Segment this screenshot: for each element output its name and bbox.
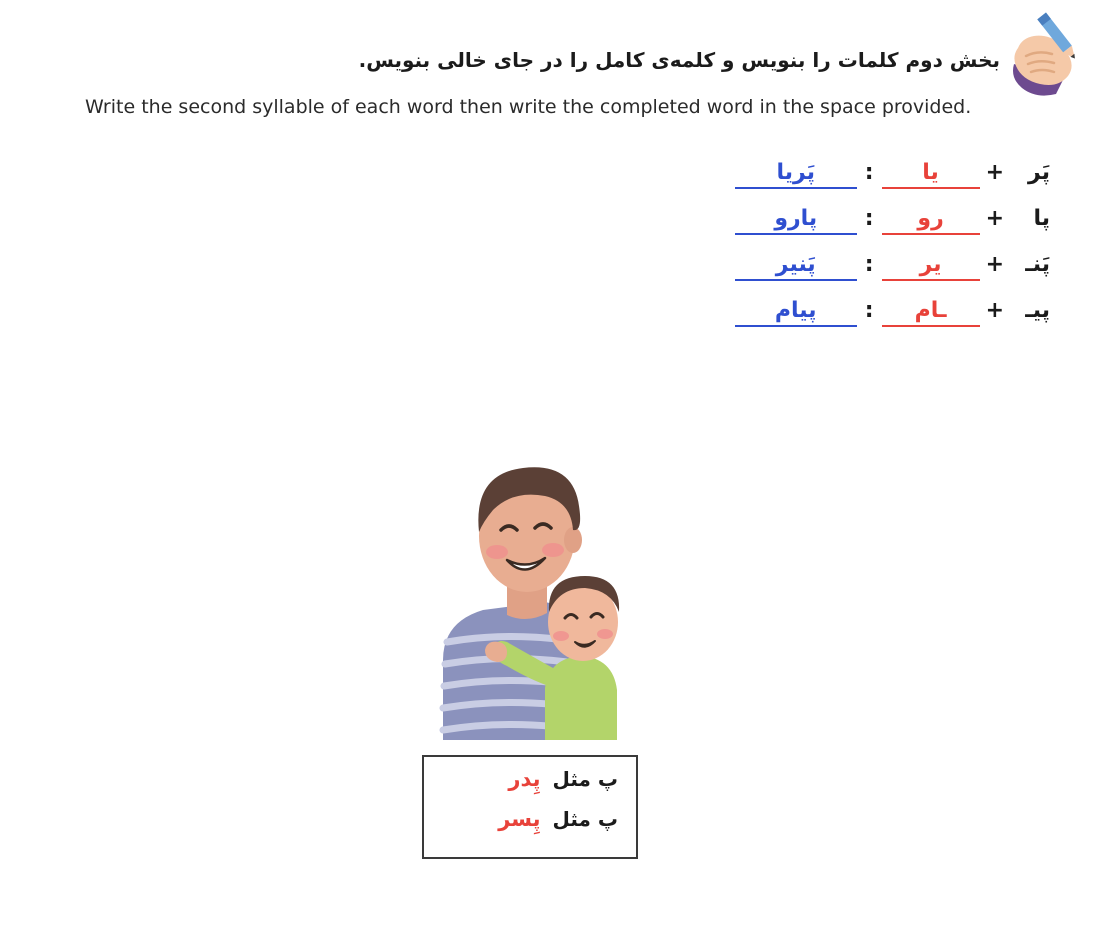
exercise-row [580, 298, 1050, 344]
syllable-second-answer[interactable]: ـام [882, 298, 980, 327]
completed-word-answer[interactable]: پیام [735, 298, 857, 327]
colon-separator: : [864, 160, 874, 185]
example-box [422, 755, 638, 859]
example-line [442, 767, 618, 807]
exercise-row [580, 206, 1050, 252]
example-label: پ مثل [552, 807, 618, 831]
syllable-second-answer[interactable]: یر [882, 252, 980, 281]
colon-separator: : [864, 206, 874, 231]
syllable-first: پَر [1028, 160, 1050, 185]
exercise-row [580, 160, 1050, 206]
plus-sign: + [985, 206, 1004, 231]
colon-separator: : [864, 298, 874, 323]
plus-sign: + [985, 298, 1004, 323]
syllable-second-answer[interactable]: یا [882, 160, 980, 189]
example-word: پِدر [508, 767, 541, 791]
syllable-first: پا [1033, 206, 1050, 231]
completed-word-answer[interactable]: پارو [735, 206, 857, 235]
syllable-first: پیـ [1025, 298, 1050, 323]
instruction-persian: بخش دوم کلمات را بنویس و کلمه‌ی کامل را در جای خالی بنویس. [358, 48, 1000, 72]
plus-sign: + [985, 160, 1004, 185]
instruction-english: Write the second syllable of each word then write the completed word in the space provided. [85, 96, 972, 118]
syllable-second-answer[interactable]: رو [882, 206, 980, 235]
example-line [442, 807, 618, 847]
example-word: پِسر [498, 807, 541, 831]
completed-word-answer[interactable]: پَریا [735, 160, 857, 189]
father-and-child-illustration [395, 410, 665, 740]
syllable-first: پَنـ [1025, 252, 1050, 277]
colon-separator: : [864, 252, 874, 277]
plus-sign: + [985, 252, 1004, 277]
pencil-in-hand-icon [1004, 4, 1100, 100]
completed-word-answer[interactable]: پَنیر [735, 252, 857, 281]
exercise-row [580, 252, 1050, 298]
exercise-list [580, 160, 1050, 344]
example-label: پ مثل [552, 767, 618, 791]
